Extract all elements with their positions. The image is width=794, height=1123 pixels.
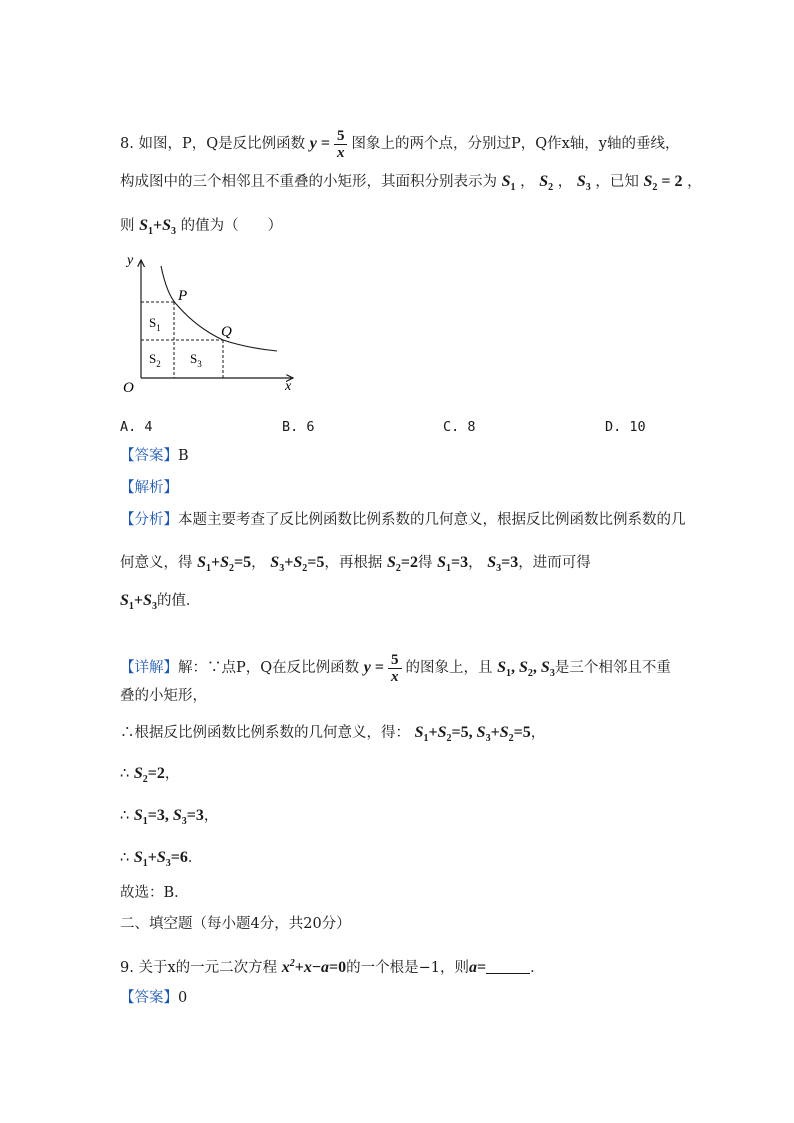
q9-line: 9. 关于x的一元二次方程 $x^2+x-a=0$的一个根是−1，则a= ． <box>120 958 545 976</box>
s1-plus-s3: $S_1+S_3$ <box>139 217 177 237</box>
eq-s3-s2: $S_3+S_2=5$ <box>270 554 325 574</box>
eq-s3: $S_3=3$ <box>487 554 519 574</box>
detail-line-5: ∴ $S_1=3$, $S_3=3$， <box>120 807 219 827</box>
function-formula: y = $\frac{5}{x}$ <box>310 135 352 152</box>
areas-list: $S_1$, $S_2$, $S_3$ <box>497 659 555 680</box>
eq-sum: $S_1+S_3=6$ <box>133 849 188 869</box>
option-c: C. 8 <box>443 419 476 435</box>
function-formula: y = $\frac{5}{x}$ <box>364 659 406 676</box>
analysis-line-1: 【分析】本题主要考查了反比例函数比例系数的几何意义，根据反比例函数比例系数的几 <box>120 512 686 528</box>
detail-line-6: ∴ $S_1+S_3=6$． <box>120 849 203 869</box>
origin-label: O <box>123 380 134 395</box>
point-q-label: Q <box>221 324 232 340</box>
analysis-line-3: $S_1+S_3$的值． <box>120 592 201 612</box>
option-b: B. 6 <box>282 419 315 435</box>
eq-pair: $S_1+S_2=5$, $S_3+S_2=5$ <box>414 724 531 744</box>
detail-line-4: ∴ $S_2=2$， <box>120 765 180 785</box>
option-a: A. 4 <box>120 419 153 435</box>
q8-text: 如图，P，Q是反比例函数 <box>138 136 306 153</box>
q8-line-2: 构成图中的三个相邻且不重叠的小矩形，其面积分别表示为 $S_1$ ， $S_2$ ， $S_3$ ，已知 $S_2 = 2$ ， <box>120 173 702 193</box>
s1-plus-s3: $S_1+S_3$ <box>120 592 157 612</box>
point-p-label: P <box>178 288 188 304</box>
s1-region-label: $S_1$ <box>149 315 161 333</box>
hyperbola-curve <box>161 266 277 351</box>
question-number: 9. <box>120 960 134 976</box>
answer-8: 【答案】B <box>120 448 189 464</box>
eq-s1-s3: $S_1=3$, $S_3=3$ <box>133 807 204 827</box>
eq-s2: $S_2=2$ <box>386 554 418 574</box>
question-number: 8. <box>120 136 134 153</box>
q8-line-3: 则 $S_1+S_3$ 的值为（ ） <box>120 217 283 237</box>
detail-final: 故选：B． <box>120 885 189 901</box>
option-d: D. 10 <box>605 419 646 435</box>
y-axis-label: y <box>127 253 134 268</box>
answer-9: 【答案】0 <box>120 990 188 1006</box>
analysis-heading: 【解析】 <box>120 480 178 496</box>
q8-text: 构成图中的三个相邻且不重叠的小矩形，其面积分别表示为 <box>120 174 497 190</box>
hyperbola-figure <box>115 250 305 395</box>
detail-line-1: 【详解】解：∵点P，Q在反比例函数 y = $\frac{5}{x}$ 的图象上，且 $S_1$, $S_2$, $S_3$是三个相邻且不重 <box>120 652 671 685</box>
answer-blank[interactable] <box>486 959 530 974</box>
s2-given: $S_2 = 2$ <box>643 173 683 193</box>
eq-s2: $S_2=2$ <box>133 765 165 785</box>
area-s2: $S_2$ <box>539 173 554 193</box>
eq-s1: $S_1=3$ <box>437 554 469 574</box>
area-s3: $S_3$ <box>576 173 591 193</box>
analysis-line-2: 何意义，得 $S_1+S_2=5$， $S_3+S_2=5$，再根据 $S_2=2$得 $S_1=3$， $S_3=3$，进而可得 <box>120 554 591 574</box>
s2-region-label: $S_2$ <box>149 351 161 369</box>
detail-line-2: 叠的小矩形， <box>120 688 207 704</box>
detail-line-3: ∴根据反比例函数比例系数的几何意义，得： $S_1+S_2=5$, $S_3+S_2=5$， <box>120 724 546 744</box>
s3-region-label: $S_3$ <box>190 351 202 369</box>
q8-text: 图象上的两个点，分别过P，Q作x轴，y轴的垂线， <box>351 136 680 153</box>
x-axis-label: x <box>285 379 292 394</box>
eq-s1-s2: $S_1+S_2=5$ <box>197 554 252 574</box>
section-2-title: 二、填空题（每小题4分，共20分） <box>120 916 351 932</box>
area-s1: $S_1$ <box>501 173 516 193</box>
q8-line-1 <box>120 128 680 161</box>
quadratic-equation: $x^2+x-a=0$ <box>281 958 347 976</box>
